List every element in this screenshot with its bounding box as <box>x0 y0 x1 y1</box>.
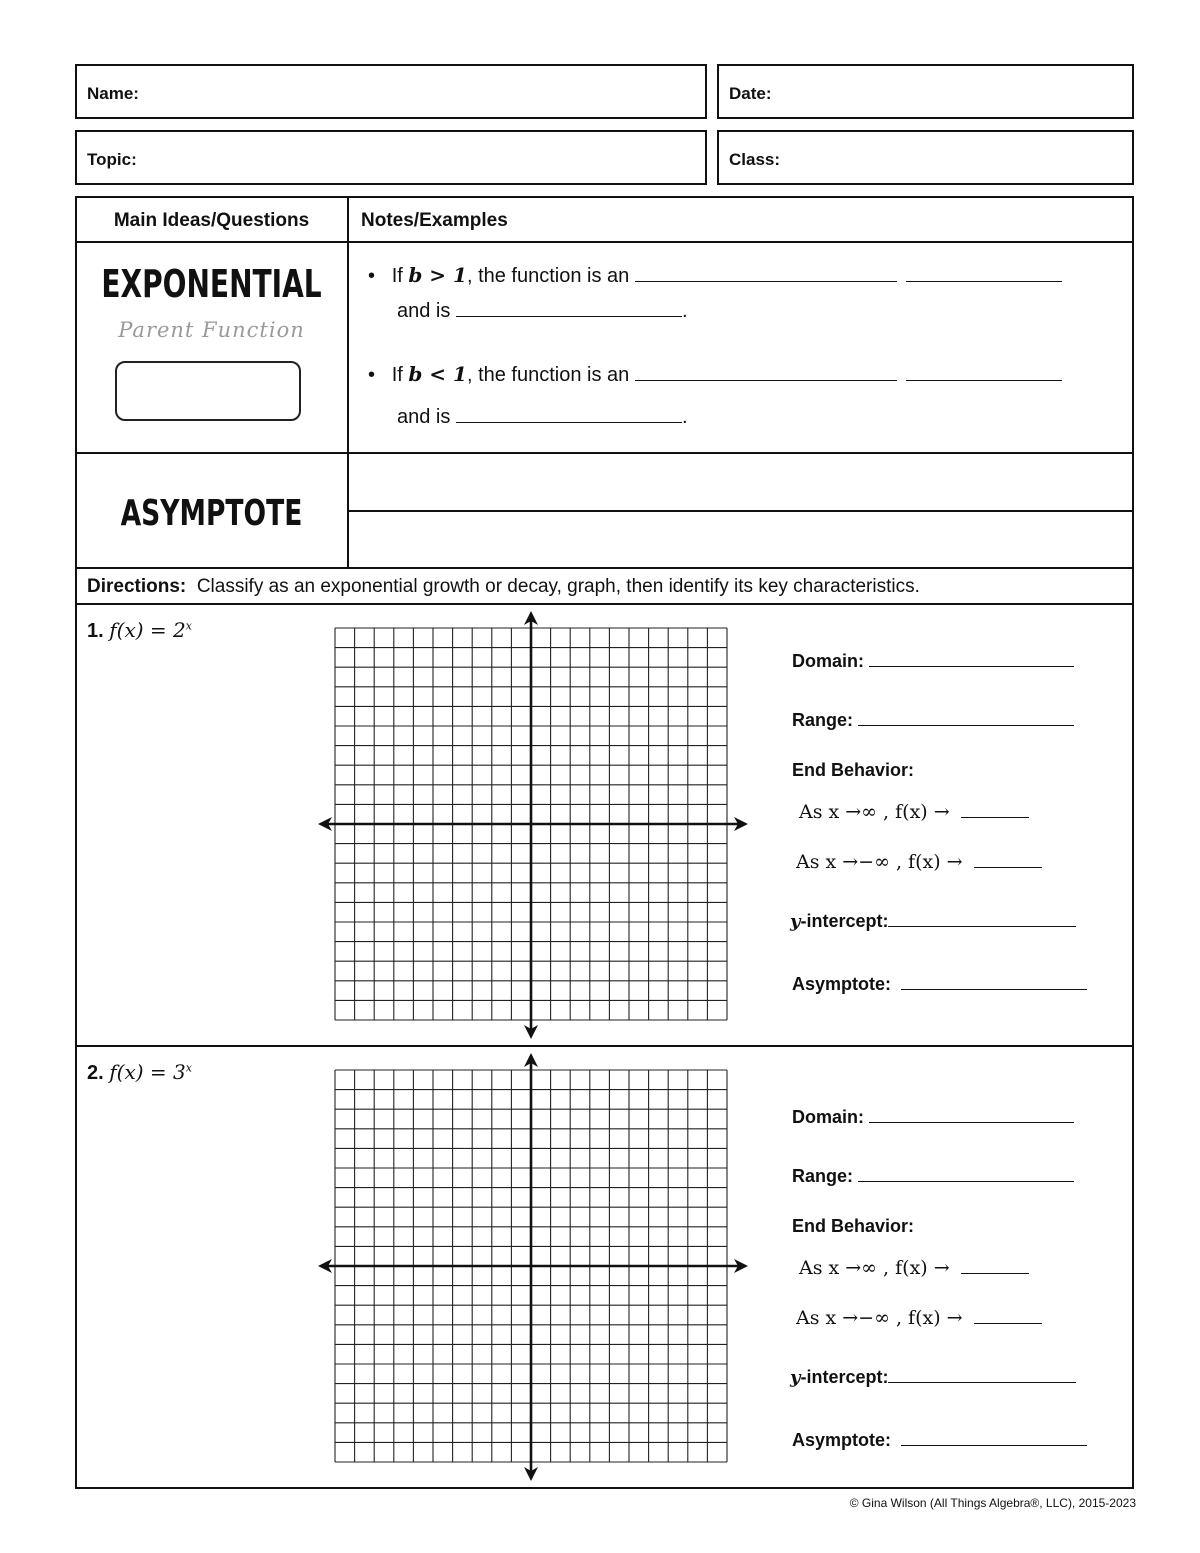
domain-label: Domain: <box>792 1107 864 1127</box>
asymptote-answer-line-2[interactable] <box>350 513 1132 566</box>
blank-line[interactable] <box>906 281 1062 282</box>
answer-box[interactable] <box>115 361 301 421</box>
row-divider <box>348 510 1134 512</box>
problem-number: 1. <box>87 620 104 642</box>
end-behavior-pos <box>799 1257 1029 1280</box>
range-label: Range: <box>792 710 854 730</box>
blank-line[interactable] <box>456 422 682 423</box>
end-behavior-neg <box>796 1307 1042 1330</box>
blank-line[interactable] <box>858 725 1074 726</box>
y-intercept-row <box>790 1367 1076 1388</box>
domain-label: Domain: <box>792 651 864 671</box>
directions-label: Directions: <box>87 576 187 597</box>
blank-line[interactable] <box>901 989 1087 990</box>
exponent: x <box>185 619 192 633</box>
range-row <box>792 1166 1074 1187</box>
coordinate-grid-1[interactable] <box>316 610 750 1040</box>
range-row <box>792 710 1074 731</box>
blank-line[interactable] <box>974 1323 1042 1324</box>
and-is-label: and is <box>397 300 451 322</box>
y-intercept-label: -intercept: <box>800 911 889 931</box>
note-decay <box>368 362 1128 387</box>
blank-line[interactable] <box>456 316 682 317</box>
asymptote-label: Asymptote: <box>792 974 892 994</box>
class-field[interactable] <box>717 130 1134 185</box>
row-divider <box>75 452 1134 454</box>
col-head-notes: Notes/Examples <box>361 210 508 231</box>
and-is-label: and is <box>397 406 451 428</box>
blank-line[interactable] <box>906 380 1062 381</box>
as-x-pos-inf: As x →∞ , f(x) → <box>799 1257 950 1279</box>
note-decay-and: and is . <box>397 406 688 428</box>
row-divider <box>75 241 1134 243</box>
problem-number: 2. <box>87 1062 104 1084</box>
blank-line[interactable] <box>888 926 1076 927</box>
domain-row <box>792 1107 1074 1128</box>
end-behavior-pos <box>799 801 1029 824</box>
end-behavior-neg <box>796 851 1042 874</box>
y-intercept-row <box>790 911 1076 932</box>
asymptote-row <box>792 1430 1087 1451</box>
name-label: Name: <box>87 84 139 103</box>
col-head-main-ideas: Main Ideas/Questions <box>113 210 310 231</box>
note-prefix: If <box>391 364 409 386</box>
exponential-title: EXPONENTIAL <box>101 262 322 306</box>
bullet-icon: • <box>368 364 376 386</box>
directions-text: Classify as an exponential growth or decay, graph, then identify its key characteristics. <box>196 576 920 597</box>
parent-function-subtitle: Parent Function <box>118 318 305 342</box>
asymptote-row <box>792 974 1087 995</box>
blank-line[interactable] <box>635 380 897 381</box>
blank-line[interactable] <box>961 817 1029 818</box>
blank-line[interactable] <box>635 281 897 282</box>
end-behavior-label: End Behavior: <box>792 1216 915 1236</box>
row-divider <box>75 1045 1134 1047</box>
row-divider <box>75 603 1134 605</box>
name-field[interactable] <box>75 64 707 119</box>
bullet-icon: • <box>368 265 376 287</box>
note-prefix: If <box>391 265 409 287</box>
problem-2-label <box>87 1060 192 1085</box>
function-expression: f(x) = 2 <box>109 618 186 642</box>
y-var: y <box>790 911 801 932</box>
condition-gt: b > 1 <box>408 263 467 287</box>
blank-line[interactable] <box>901 1445 1087 1446</box>
asymptote-label: Asymptote: <box>792 1430 892 1450</box>
condition-lt: b < 1 <box>408 362 467 386</box>
directions <box>87 576 920 598</box>
column-divider <box>347 196 349 568</box>
date-label: Date: <box>729 84 772 103</box>
topic-label: Topic: <box>87 150 137 169</box>
domain-row <box>792 651 1074 672</box>
topic-field[interactable] <box>75 130 707 185</box>
note-growth <box>368 263 1128 288</box>
row-divider <box>75 567 1134 569</box>
note-text: , the function is an <box>466 265 630 287</box>
range-label: Range: <box>792 1166 854 1186</box>
date-field[interactable] <box>717 64 1134 119</box>
asymptote-title: ASYMPTOTE <box>120 493 303 534</box>
function-expression: f(x) = 3 <box>109 1060 186 1084</box>
blank-line[interactable] <box>858 1181 1074 1182</box>
copyright-footer: © Gina Wilson (All Things Algebra®, LLC), 2015-2023 <box>849 1496 1136 1510</box>
as-x-neg-inf: As x →−∞ , f(x) → <box>796 1307 963 1329</box>
y-var: y <box>790 1367 801 1388</box>
exponent: x <box>185 1061 192 1075</box>
as-x-neg-inf: As x →−∞ , f(x) → <box>796 851 963 873</box>
end-behavior-label: End Behavior: <box>792 760 915 780</box>
as-x-pos-inf: As x →∞ , f(x) → <box>799 801 950 823</box>
asymptote-answer-line-1[interactable] <box>350 455 1132 509</box>
coordinate-grid-2[interactable] <box>316 1052 750 1482</box>
blank-line[interactable] <box>869 666 1074 667</box>
blank-line[interactable] <box>974 867 1042 868</box>
class-label: Class: <box>729 150 781 169</box>
note-growth-and: and is . <box>397 300 688 322</box>
y-intercept-label: -intercept: <box>800 1367 889 1387</box>
problem-1-label <box>87 618 192 643</box>
blank-line[interactable] <box>961 1273 1029 1274</box>
blank-line[interactable] <box>888 1382 1076 1383</box>
note-text: , the function is an <box>466 364 630 386</box>
blank-line[interactable] <box>869 1122 1074 1123</box>
